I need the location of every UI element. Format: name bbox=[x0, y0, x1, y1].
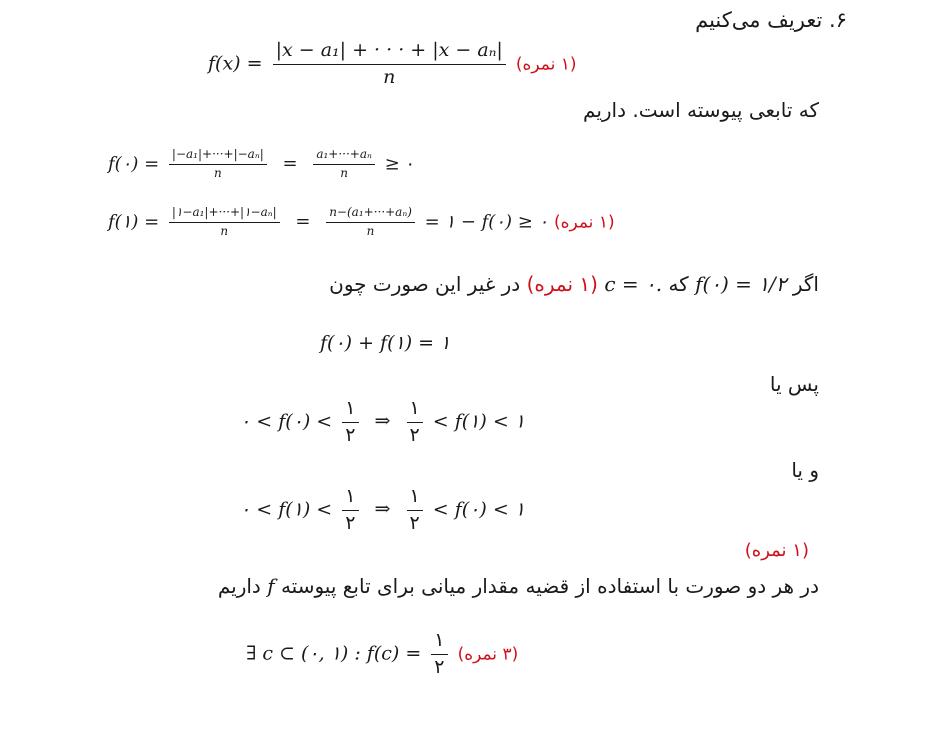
ineq2-half-b bbox=[407, 486, 423, 535]
half-den: ۲ bbox=[434, 655, 445, 678]
def-fraction bbox=[273, 40, 506, 89]
f1-frac1 bbox=[169, 206, 280, 239]
final-equation bbox=[246, 630, 518, 679]
problem-heading bbox=[695, 8, 847, 32]
f1-rest: = ۱ − f(۰) ≥ ۰ bbox=[424, 211, 549, 233]
case-line bbox=[329, 272, 819, 296]
f0-frac2 bbox=[313, 148, 375, 181]
ineq1-half-a bbox=[342, 398, 358, 447]
problem-number: ۶. bbox=[829, 8, 847, 32]
case-if: اگر bbox=[792, 272, 819, 296]
heading-text: تعریف می‌کنیم bbox=[695, 8, 823, 32]
def-lhs: f(x) = bbox=[208, 52, 263, 75]
ineq2-right: < f(۰) < ۱ bbox=[432, 498, 526, 521]
ivt-line bbox=[218, 574, 819, 598]
f0-den2: n bbox=[340, 165, 348, 180]
case-otherwise: در غیر این صورت چون bbox=[329, 272, 521, 296]
f1-den1: n bbox=[220, 223, 229, 238]
def-numerator: |x − a₁| + · · · + |x − aₙ| bbox=[273, 40, 506, 65]
implies-arrow: ⇒ bbox=[374, 498, 391, 521]
f1-num2: n−(a₁+···+aₙ) bbox=[326, 206, 415, 223]
f1-lhs: f(۱) = bbox=[108, 211, 160, 233]
continuous-line: که تابعی پیوسته است. داریم bbox=[583, 98, 819, 122]
def-denominator: n bbox=[383, 65, 396, 88]
half-den: ۲ bbox=[345, 423, 356, 446]
final-half bbox=[431, 630, 447, 679]
score-mark-3: (۱ نمره) bbox=[526, 272, 598, 296]
f1-equation bbox=[108, 206, 615, 239]
half-num: ۱ bbox=[407, 486, 423, 511]
half-num: ۱ bbox=[342, 486, 358, 511]
f1-num1: |۱−a₁|+···+|۱−aₙ| bbox=[169, 206, 280, 223]
half-den: ۲ bbox=[409, 511, 420, 534]
f0-num2: a₁+···+aₙ bbox=[313, 148, 375, 165]
score-mark-1: (۱ نمره) bbox=[515, 54, 577, 75]
f0-relation: ≥ ۰ bbox=[384, 153, 416, 175]
ivt-f: f bbox=[267, 574, 275, 598]
definition-equation bbox=[208, 40, 577, 89]
inequality-2 bbox=[240, 486, 525, 535]
ineq2-half-a bbox=[342, 486, 358, 535]
ivt-text: در هر دو صورت با استفاده از قضیه مقدار میانی برای تابع پیوسته bbox=[280, 574, 819, 598]
half-num: ۱ bbox=[407, 398, 423, 423]
score-mark-2: (۱ نمره) bbox=[553, 212, 615, 233]
f1-den2: n bbox=[366, 223, 375, 238]
ineq1-right: < f(۱) < ۱ bbox=[432, 410, 526, 433]
ivt-end: داریم bbox=[217, 574, 261, 598]
ineq1-half-b bbox=[407, 398, 423, 447]
score-mark-4: (۱ نمره) bbox=[744, 540, 809, 561]
case-math: f(۰) = ۱/۲ bbox=[695, 272, 787, 296]
f0-lhs: f(۰) = bbox=[108, 153, 160, 175]
implies-arrow: ⇒ bbox=[374, 410, 391, 433]
f1-eq: = bbox=[295, 211, 311, 233]
sum-equation: f(۰) + f(۱) = ۱ bbox=[320, 332, 451, 354]
ineq2-left: ۰ < f(۱) < bbox=[240, 498, 333, 521]
half-num: ۱ bbox=[342, 398, 358, 423]
case-that: که bbox=[668, 272, 689, 296]
so-either: پس یا bbox=[769, 372, 819, 396]
half-den: ۲ bbox=[345, 511, 356, 534]
ineq1-left: ۰ < f(۰) < bbox=[240, 410, 333, 433]
or-else: و یا bbox=[791, 458, 819, 482]
score-mark-5: (۳ نمره) bbox=[457, 644, 519, 665]
f0-equation bbox=[108, 148, 415, 181]
f1-frac2 bbox=[326, 206, 415, 239]
f0-frac1 bbox=[169, 148, 267, 181]
case-c: c = ۰. bbox=[604, 272, 663, 296]
f0-den1: n bbox=[213, 165, 222, 180]
half-num: ۱ bbox=[431, 630, 447, 655]
final-lhs: ∃ c ⊂ (۰, ۱) : f(c) = bbox=[246, 642, 422, 665]
inequality-1 bbox=[240, 398, 525, 447]
f0-eq: = bbox=[282, 153, 298, 175]
f0-num1: |−a₁|+···+|−aₙ| bbox=[169, 148, 267, 165]
half-den: ۲ bbox=[409, 423, 420, 446]
